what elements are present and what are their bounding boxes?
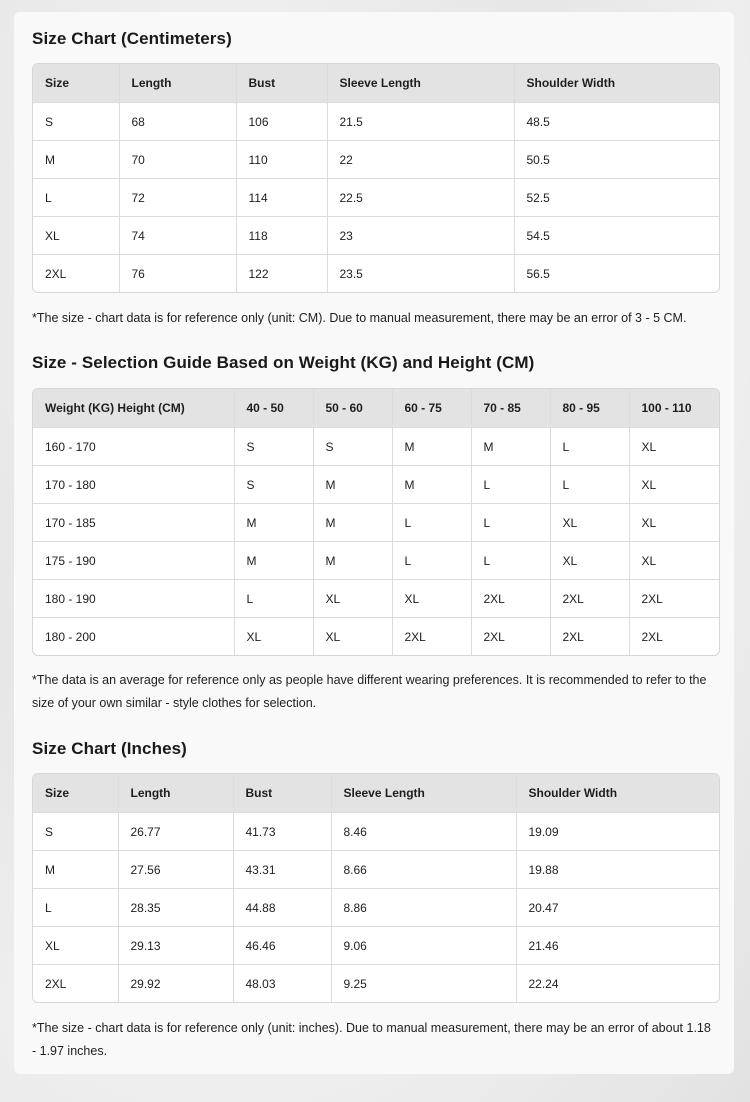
table-cell: M [471,428,550,466]
table-cell: XL [33,927,118,965]
table-cell: M [313,504,392,542]
table-cell: L [471,466,550,504]
table-cell: 48.03 [233,965,331,1003]
table-cell: S [313,428,392,466]
table-cell: 19.88 [516,851,719,889]
table-cell: 20.47 [516,889,719,927]
table-cell: 2XL [392,618,471,656]
table-cell: M [33,141,119,179]
table-cell: 2XL [33,255,119,293]
table-header-row [33,774,719,813]
guide-table-wrap [32,388,720,656]
column-header: Sleeve Length [331,774,516,813]
table-cell: 170 - 185 [33,504,234,542]
cm-note-wrap [32,307,718,330]
inch-chart-table-wrap [32,773,720,1003]
table-row [33,813,719,851]
table-cell: 118 [236,217,327,255]
column-header: 80 - 95 [550,389,629,428]
table-cell: L [33,889,118,927]
table-cell: 106 [236,103,327,141]
table-cell: 2XL [550,580,629,618]
table-cell: 56.5 [514,255,719,293]
column-header: Length [119,64,236,103]
table-cell: XL [313,618,392,656]
table-cell: XL [313,580,392,618]
table-cell: 52.5 [514,179,719,217]
column-header: Sleeve Length [327,64,514,103]
table-cell: 54.5 [514,217,719,255]
table-cell: 29.13 [118,927,233,965]
table-cell: L [471,542,550,580]
table-cell: L [550,466,629,504]
table-cell: 122 [236,255,327,293]
table-cell: 22 [327,141,514,179]
table-row [33,428,719,466]
table-row [33,542,719,580]
table-cell: 170 - 180 [33,466,234,504]
table-row [33,927,719,965]
table-cell: 46.46 [233,927,331,965]
cm-chart-title: Size Chart (Centimeters) [32,29,232,48]
table-cell: 50.5 [514,141,719,179]
table-cell: XL [234,618,313,656]
table-cell: 9.25 [331,965,516,1003]
table-cell: 74 [119,217,236,255]
table-cell: 23.5 [327,255,514,293]
table-row [33,504,719,542]
table-cell: XL [629,504,719,542]
table-cell: 8.46 [331,813,516,851]
table-cell: 8.66 [331,851,516,889]
table-cell: 2XL [550,618,629,656]
table-cell: 70 [119,141,236,179]
inch-section [32,739,718,759]
column-header: Weight (KG) Height (CM) [33,389,234,428]
table-cell: S [234,466,313,504]
table-cell: L [33,179,119,217]
table-cell: M [234,542,313,580]
table-row [33,103,719,141]
table-cell: 180 - 190 [33,580,234,618]
table-cell: 21.5 [327,103,514,141]
cm-chart-table-wrap [32,63,720,293]
table-cell: 26.77 [118,813,233,851]
table-cell: L [234,580,313,618]
size-chart-card [14,12,734,1074]
table-header-row [33,64,719,103]
table-cell: XL [550,504,629,542]
table-cell: 180 - 200 [33,618,234,656]
table-cell: 110 [236,141,327,179]
table-cell: 23 [327,217,514,255]
table-cell: M [313,466,392,504]
guide-note-wrap [32,669,718,715]
column-header: Shoulder Width [516,774,719,813]
table-cell: 68 [119,103,236,141]
table-cell: 28.35 [118,889,233,927]
table-cell: S [234,428,313,466]
inch-chart-note: *The size - chart data is for reference only (unit: inches). Due to manual measurement, there may be an error of about 1.18 - 1.97 inches. [32,1021,711,1058]
table-cell: M [234,504,313,542]
table-cell: 27.56 [118,851,233,889]
table-cell: M [392,428,471,466]
table-cell: L [392,504,471,542]
column-header: Bust [236,64,327,103]
column-header: Bust [233,774,331,813]
table-row [33,580,719,618]
table-cell: 48.5 [514,103,719,141]
table-row [33,217,719,255]
table-cell: M [313,542,392,580]
table-row [33,965,719,1003]
table-row [33,255,719,293]
table-cell: 22.5 [327,179,514,217]
table-cell: L [550,428,629,466]
cm-chart-note: *The size - chart data is for reference only (unit: CM). Due to manual measurement, there may be an error of 3 - 5 CM. [32,311,687,325]
column-header: 100 - 110 [629,389,719,428]
table-cell: L [392,542,471,580]
table-cell: 9.06 [331,927,516,965]
table-cell: XL [392,580,471,618]
column-header: 40 - 50 [234,389,313,428]
table-cell: XL [550,542,629,580]
inch-chart-table [33,774,719,1002]
inch-chart-title: Size Chart (Inches) [32,739,187,758]
column-header: 60 - 75 [392,389,471,428]
table-row [33,889,719,927]
column-header: 70 - 85 [471,389,550,428]
table-header-row [33,389,719,428]
table-cell: XL [629,542,719,580]
cm-section [32,29,718,49]
column-header: Length [118,774,233,813]
table-cell: 114 [236,179,327,217]
guide-table [33,389,719,655]
table-cell: M [392,466,471,504]
table-cell: M [33,851,118,889]
table-cell: S [33,813,118,851]
table-cell: 22.24 [516,965,719,1003]
table-cell: 2XL [33,965,118,1003]
table-row [33,618,719,656]
table-row [33,179,719,217]
guide-title: Size - Selection Guide Based on Weight (KG) and Height (CM) [32,353,535,372]
column-header: Shoulder Width [514,64,719,103]
column-header: Size [33,774,118,813]
table-cell: 76 [119,255,236,293]
table-cell: S [33,103,119,141]
table-cell: 41.73 [233,813,331,851]
table-cell: 2XL [629,580,719,618]
column-header: 50 - 60 [313,389,392,428]
table-row [33,851,719,889]
table-cell: 175 - 190 [33,542,234,580]
table-cell: 19.09 [516,813,719,851]
column-header: Size [33,64,119,103]
table-cell: 44.88 [233,889,331,927]
table-row [33,466,719,504]
table-cell: 29.92 [118,965,233,1003]
table-cell: 2XL [471,580,550,618]
table-cell: 2XL [471,618,550,656]
table-cell: 72 [119,179,236,217]
table-cell: L [471,504,550,542]
table-cell: 8.86 [331,889,516,927]
table-cell: 43.31 [233,851,331,889]
table-row [33,141,719,179]
table-cell: 160 - 170 [33,428,234,466]
table-cell: XL [629,428,719,466]
table-cell: XL [629,466,719,504]
table-cell: 2XL [629,618,719,656]
table-cell: 21.46 [516,927,719,965]
guide-section [32,353,718,373]
table-cell: XL [33,217,119,255]
guide-note: *The data is an average for reference only as people have different wearing preferences. It is recommended to refer to the size of your own similar - style clothes for selection. [32,673,707,710]
inch-note-wrap [32,1017,718,1063]
cm-chart-table [33,64,719,292]
